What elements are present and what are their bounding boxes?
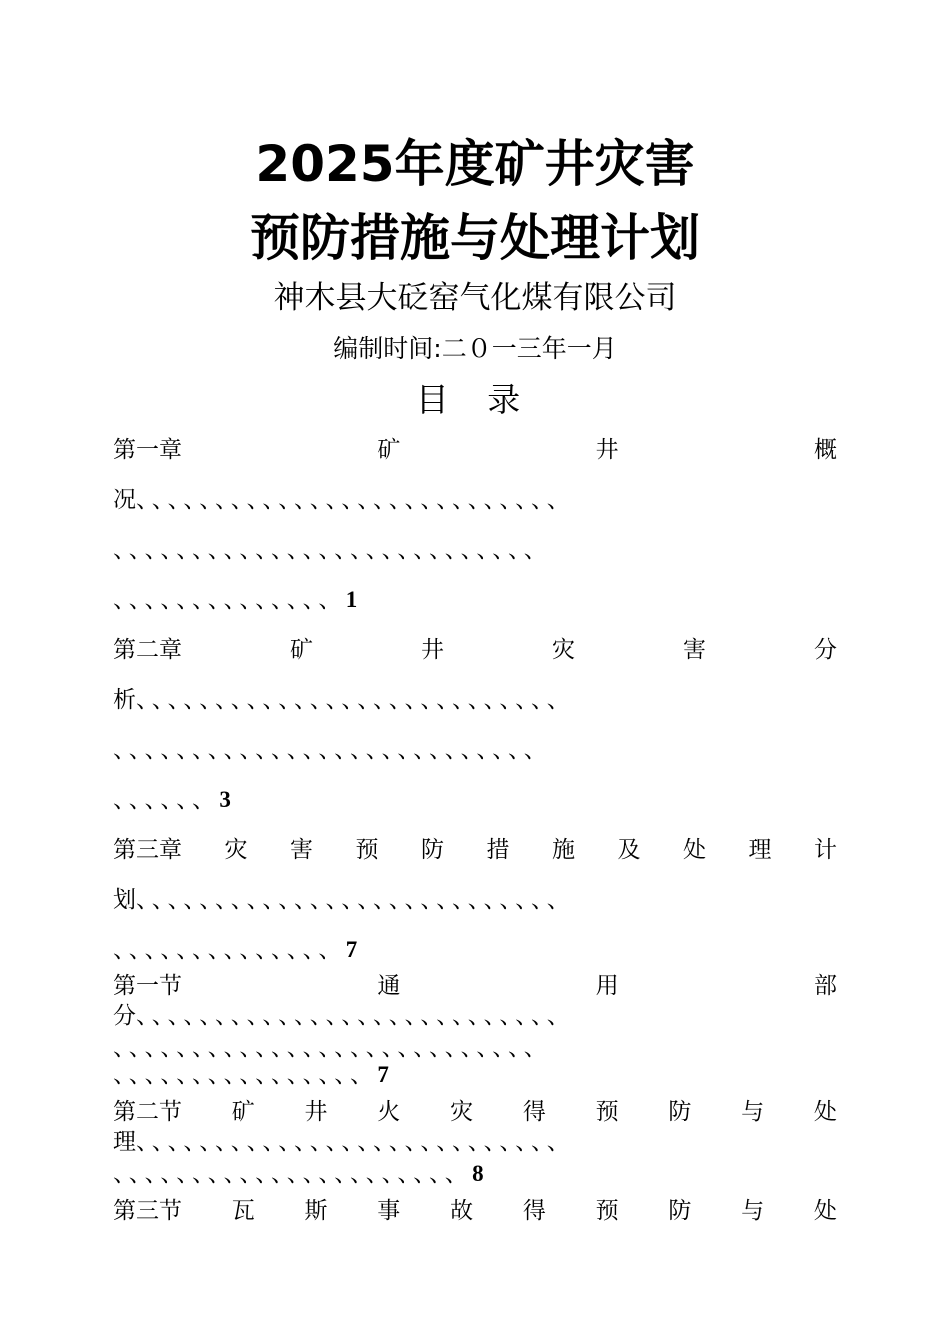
toc-entry-leader-row bbox=[113, 932, 837, 968]
toc-entry-title-char: 事 bbox=[377, 1198, 401, 1223]
toc-entry-leader-row bbox=[113, 732, 837, 768]
toc-entry-leader-row bbox=[113, 882, 837, 918]
toc-entry-title-char: 灾 bbox=[450, 1099, 474, 1124]
toc-leader-dots: 、、、、、、、、、、、、、、、、、、、、、、、、、、、 bbox=[113, 737, 552, 762]
toc-entry-leader-row bbox=[113, 1156, 837, 1192]
toc-entry-title-char: 井 bbox=[304, 1099, 328, 1124]
toc-entry-title-char: 害 bbox=[683, 637, 706, 662]
toc-entry-title-end: 分 bbox=[113, 1003, 136, 1028]
toc-entry-title-char: 井 bbox=[421, 637, 444, 662]
toc-leader-dots: 、、、、、、、、、、、、、、、、、、、、、、、、、、、 bbox=[136, 687, 575, 712]
toc-entry-title-char: 矿 bbox=[377, 437, 401, 462]
company-name: 神木县大砭窑气化煤有限公司 bbox=[273, 280, 677, 316]
toc-entry-leader-row bbox=[113, 682, 837, 718]
toc-entry-leader-row bbox=[113, 1057, 837, 1093]
toc-entry-label: 第二节 bbox=[113, 1099, 182, 1124]
toc-entry-title-char: 灾 bbox=[224, 837, 248, 862]
toc-entry-title-char: 防 bbox=[668, 1198, 692, 1223]
toc-entry-title-char: 与 bbox=[741, 1198, 765, 1223]
toc-leader-dots: 、、、、、、、、、、、、、、、、、、、、、、、、、、、 bbox=[136, 487, 575, 512]
toc-entry-leader-row bbox=[113, 482, 837, 518]
toc-entry-title-char: 预 bbox=[355, 837, 379, 862]
toc-entry-title-char: 概 bbox=[813, 437, 837, 462]
toc-leader-dots: 、、、、、、、、、、、、、、 bbox=[113, 587, 346, 612]
toc-entry-title-char: 分 bbox=[814, 637, 837, 662]
toc-entry-title-char: 理 bbox=[748, 837, 772, 862]
toc-entry-title-row[interactable] bbox=[113, 632, 837, 668]
toc-entry-title-char: 井 bbox=[595, 437, 619, 462]
toc-entry-title-char: 预 bbox=[595, 1099, 619, 1124]
toc-page-number: 1 bbox=[345, 587, 358, 612]
toc-entry-title-row[interactable] bbox=[113, 432, 837, 468]
toc-entry-title-char: 火 bbox=[377, 1099, 401, 1124]
toc-entry-leader-row bbox=[113, 1124, 837, 1160]
toc-entry-label: 第三节 bbox=[113, 1198, 182, 1223]
toc-leader-dots: 、、、、、、、、、、、、、、、、、、、、、、、、、、、 bbox=[113, 537, 552, 562]
toc-entry-title-char: 处 bbox=[813, 1099, 837, 1124]
toc-leader-dots: 、、、、、、、、、、、、、、、、 bbox=[113, 1062, 378, 1087]
toc-entry-title-row[interactable] bbox=[113, 1193, 837, 1229]
toc-entry-title-char: 矿 bbox=[231, 1099, 255, 1124]
toc-entry-title-char: 用 bbox=[595, 973, 619, 998]
toc-entry-title-char: 得 bbox=[522, 1198, 546, 1223]
toc-leader-dots: 、、、、、、、、、、、、、、 bbox=[113, 937, 346, 962]
toc-entry-leader-row bbox=[113, 532, 837, 568]
toc-entry-title-char: 处 bbox=[813, 1198, 837, 1223]
toc-entry-title-char: 害 bbox=[290, 837, 313, 862]
toc-leader-dots: 、、、、、、、、、、、、、、、、、、、、、、、、、、、 bbox=[136, 1129, 575, 1154]
toc-page-number: 7 bbox=[377, 1062, 389, 1087]
toc-entry-title-char: 故 bbox=[450, 1198, 474, 1223]
toc-entry-title-end: 况 bbox=[113, 487, 136, 512]
toc-entry-title-char: 得 bbox=[522, 1099, 546, 1124]
toc-entry-label: 第二章 bbox=[113, 637, 182, 662]
toc-page-number: 8 bbox=[472, 1161, 484, 1186]
toc-entry-title-char: 防 bbox=[421, 837, 444, 862]
toc-entry-title-char: 灾 bbox=[552, 637, 575, 662]
toc-leader-dots: 、、、、、、、、、、、、、、、、、、、、、、、、、、、 bbox=[136, 887, 575, 912]
toc-entry-title-end: 理 bbox=[113, 1129, 136, 1154]
toc-entry-label: 第一节 bbox=[113, 973, 182, 998]
toc-entry-leader-row bbox=[113, 998, 837, 1034]
toc-entry-title-char: 措 bbox=[486, 837, 510, 862]
toc-entry-title-char: 及 bbox=[617, 837, 641, 862]
toc-entry-title-row[interactable] bbox=[113, 832, 837, 868]
toc-entry-title-char: 矿 bbox=[290, 637, 313, 662]
toc-heading: 目 录 bbox=[415, 380, 535, 419]
toc-entry-title-char: 预 bbox=[595, 1198, 619, 1223]
toc-entry-title-char: 斯 bbox=[304, 1198, 328, 1223]
toc-entry-label: 第一章 bbox=[113, 437, 182, 462]
toc-entry-title-char: 通 bbox=[377, 973, 401, 998]
document-title-line-1: 2025年度矿井灾害 bbox=[255, 135, 695, 193]
toc-entry-title-end: 析 bbox=[113, 687, 136, 712]
toc-entry-label: 第三章 bbox=[113, 837, 182, 862]
toc-entry-title-char: 瓦 bbox=[231, 1198, 255, 1223]
compiled-date: 编制时间:二０一三年一月 bbox=[333, 334, 617, 363]
toc-leader-dots: 、、、、、、 bbox=[113, 787, 220, 812]
toc-entry-title-char: 防 bbox=[668, 1099, 692, 1124]
toc-leader-dots: 、、、、、、、、、、、、、、、、、、、、、、 bbox=[113, 1161, 473, 1186]
toc-page-number: 3 bbox=[219, 787, 231, 812]
toc-entry-leader-row bbox=[113, 782, 837, 818]
toc-entry-title-char: 与 bbox=[741, 1099, 765, 1124]
toc-entry-leader-row bbox=[113, 582, 837, 618]
toc-leader-dots: 、、、、、、、、、、、、、、、、、、、、、、、、、、、 bbox=[136, 1003, 575, 1028]
toc-entry-title-char: 处 bbox=[683, 837, 706, 862]
toc-entry-title-char: 计 bbox=[814, 837, 837, 862]
toc-leader-dots: 、、、、、、、、、、、、、、、、、、、、、、、、、、、 bbox=[113, 1035, 552, 1060]
toc-entry-title-end: 划 bbox=[113, 887, 136, 912]
toc-entry-title-char: 施 bbox=[552, 837, 575, 862]
document-title-line-2: 预防措施与处理计划 bbox=[250, 209, 700, 267]
toc-page-number: 7 bbox=[345, 937, 358, 962]
toc-entry-title-char: 部 bbox=[813, 973, 837, 998]
